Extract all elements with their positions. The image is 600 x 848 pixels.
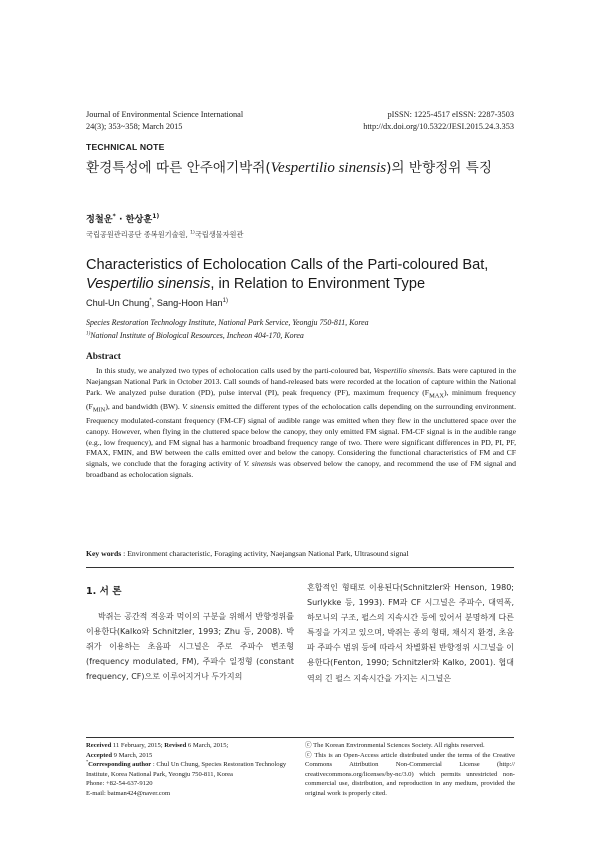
license-text: ⓒ This is an Open-Access article distributed under the terms of the Creative Commons Attribution Non-Commercial License (http:// creativecommons.org/licenses/by-nc/3.0) which permits unrestricted non-commercial use, distribution, and reproduction in any medium, provided the original work is properly cited. [305, 751, 515, 797]
korean-title-pre: 환경특성에 따른 안주애기박쥐( [86, 160, 271, 176]
keywords [86, 549, 409, 558]
footnote-divider [86, 737, 514, 738]
corresponding-author [86, 760, 296, 779]
english-affiliations [86, 317, 369, 342]
journal-info [86, 109, 243, 132]
abstract-part: was observed below the canopy, and recommend the use of FM signal and broadband as echolocation signals. [86, 459, 516, 479]
abstract-part: In this study, we analyzed two types of echolocation calls used by the parti-coloured bat, [96, 366, 374, 375]
section-divider [86, 567, 514, 568]
journal-volume: 24(3); 353~358; March 2015 [86, 121, 183, 131]
english-author-1: Chul-Un Chung [86, 298, 150, 308]
korean-affiliations [86, 230, 243, 240]
english-author-1-mark: * [149, 297, 152, 304]
received-label: Received [86, 742, 112, 749]
english-affil-2-mark: 1) [86, 329, 91, 336]
korean-affil-2: 국립생물자원관 [194, 230, 244, 239]
abstract-part: ), and bandwidth (BW). [105, 401, 183, 411]
korean-author-1-mark: * [112, 212, 116, 220]
korean-affil-1: 국립공원관리공단 종복원기술원, [86, 230, 191, 239]
intro-right-column [307, 580, 514, 686]
issn: pISSN: 1225-4517 eISSN: 2287-3503 [387, 110, 514, 119]
english-title-line-2 [86, 275, 526, 294]
section-title: 1. 서 론 [86, 586, 122, 597]
copyright-line: ⓒ The Korean Environmental Sciences Society. All rights reserved. [305, 742, 485, 749]
korean-author-2-mark: 1) [152, 212, 160, 220]
korean-title [86, 159, 526, 178]
english-author-2: , Sang-Hoon Han [151, 298, 223, 308]
corr-text: : Chul Un Chung, Species Restoration Technology Institute, Korea National Park, Yeongju 750-811, Korea [86, 761, 287, 778]
journal-name: Journal of Environmental Science International [86, 110, 244, 119]
english-affil-2-line [86, 330, 369, 343]
revised-label: Revised [164, 742, 187, 749]
english-affil-2: National Institute of Biological Resources, Incheon 404-170, Korea [90, 330, 304, 340]
english-title [86, 256, 526, 293]
intro-right-text: 혼합적인 형태로 이용된다(Schnitzler와 Henson, 1980; Surlykke 등, 1993). FM과 CF 시그널은 주파수, 대역폭, 하모니의 구조, 펄스의 지속시간 등에 있어서 분명하게 다른 특징을 가지고 있으며, 박쥐는 종의 형태, 채식지 환경, 초음파 주파수 범위 등에 따라서 차별화된 반향정위 시그널을 이용한다(Fenton, 1990; Schnitzler와 Kalko, 2001). 협대역의 긴 펄스 지속시간을 가지는 시그널은 [307, 583, 514, 683]
abstract-part: emitted the different types of the echolocation calls depending on the surrounding environment. Frequency modulated-constant frequency (FM-CF) signal of audible range was emitted when they flew in the uncluttered space over the canopy. However, when flying in the cluttered space below the canopy, they only emitted FM signal. FM-CF signal is in the audible range (e.g., low frequency), and FM signal has a harmonic broadband frequency range of two. There were significant differences in PD, PI, PF, FMAX, FMIN, and BW between the calls emitted over and below the canopy. Considering the functional characteristics of FM and CF signals, we conclude that the foraging activity of [86, 401, 516, 469]
accepted-label: Accepted [86, 751, 112, 759]
article-type: TECHNICAL NOTE [86, 142, 165, 152]
english-title-line-1: Characteristics of Echolocation Calls of the Parti-coloured Bat, [86, 257, 489, 273]
revised-date: 6 March, 2015; [186, 742, 229, 749]
fmin-subscript: MIN [92, 406, 106, 414]
intro-left-column [86, 583, 294, 684]
korean-authors [86, 211, 159, 225]
accepted-date: 9 March, 2015 [112, 751, 153, 759]
korean-affil-2-mark: 1) [190, 230, 195, 236]
corr-label: Corresponding author [88, 761, 152, 769]
accepted-line [86, 751, 296, 761]
abstract-species: V. sinensis [243, 459, 277, 469]
author-separator: · [115, 214, 126, 225]
keywords-text: : Environment characteristic, Foraging activity, Naejangsan National Park, Ultrasound signal [121, 549, 409, 558]
english-authors [86, 298, 228, 308]
abstract-species: V. sinensis [182, 401, 215, 411]
email-link[interactable]: E-mail: batman424@naver.com [86, 789, 171, 797]
copyright-notice [305, 741, 515, 799]
dates-line [86, 741, 296, 751]
korean-author-1: 정철운 [86, 214, 113, 225]
journal-identifiers [363, 109, 514, 132]
english-affil-1: Species Restoration Technology Institute, National Park Service, Yeongju 750-811, Korea [86, 318, 369, 327]
abstract-part: . Bats were captured in the Naejangsan National Park in October 2013. Call sounds of hand-released bats were recorded at the location of capture within the National Park. We analyzed pulse duration (PD), pulse interval (PI), peak frequency (PF), maximum frequency (F [86, 366, 517, 397]
doi-link[interactable]: http://dx.doi.org/10.5322/JESI.2015.24.3.353 [363, 121, 514, 131]
english-author-2-mark: 1) [222, 297, 228, 304]
phone: Phone: +82-54-637-9120 [86, 780, 153, 788]
fmax-subscript: MAX [429, 392, 445, 400]
korean-author-2: 한상훈 [125, 214, 153, 225]
intro-left-text: 박쥐는 공간적 적응과 먹이의 구분을 위해서 반향정위를 이용한다(Kalko와 Schnitzler, 1993; Zhu 등, 2008). 박쥐가 이용하는 초음파 시그널은 주로 주파수 변조형(frequency modulated, FM), 주파수 일정형 (constant frequency, CF)으로 이루어지거나 두가지의 [86, 612, 294, 682]
english-title-rest: , in Relation to Environment Type [210, 275, 426, 292]
received-date: 11 February, 2015; [111, 742, 165, 749]
keywords-label: Key words [86, 549, 122, 558]
korean-title-post: )의 반향정위 특징 [386, 160, 492, 176]
corr-mark: * [86, 759, 89, 764]
abstract-heading: Abstract [86, 352, 121, 362]
abstract-part: ), minimum frequency (F [86, 387, 516, 411]
abstract-species: Vespertilio sinensis [373, 366, 433, 375]
korean-title-species: Vespertilio sinensis [270, 160, 387, 176]
abstract-body [86, 366, 516, 481]
article-footnote [86, 741, 296, 799]
english-title-species: Vespertilio sinensis [86, 275, 211, 292]
